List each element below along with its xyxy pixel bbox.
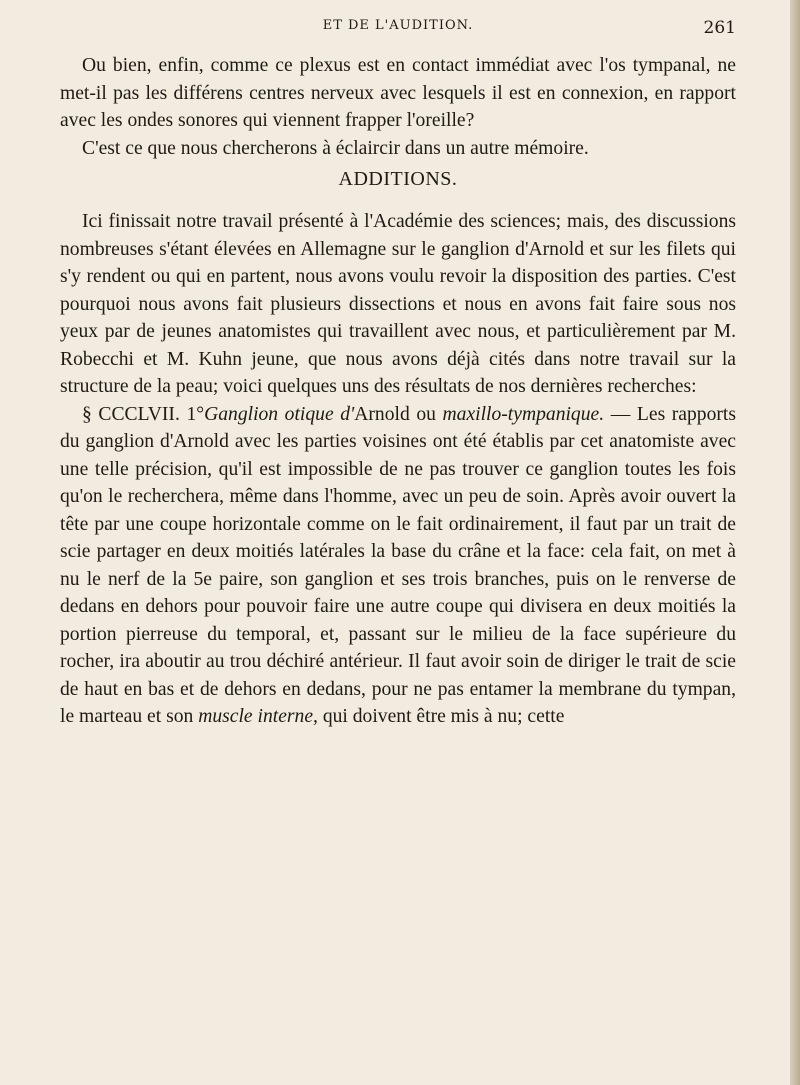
- body-text: [60, 52, 736, 731]
- ganglion-name: Arnold ou: [354, 403, 443, 425]
- paragraph-4-body: — Les rapports du ganglion d'Arnold avec les parties voisines ont été établis par cet anatomiste avec une telle précision, qu'il est impossible de ne pas trouver ce ganglion toutes les fois qu'on le recherchera, même dans l'homme, avec un peu de soin. Après avoir ouvert la tête par une coupe horizontale comme on le fait ordinairement, il faut par un trait de scie partager en deux moitiés latérales la base du crâne et la face: cela fait, on met à nu le nerf de la 5e paire, son ganglion et ses trois branches, puis on le renverse de dedans en dehors pour pouvoir faire une autre coupe qui divisera en deux moitiés la portion pierreuse du temporal, et, passant sur le milieu de la face supérieure du rocher, ira aboutir au trou déchiré antérieur. Il faut avoir soin de diriger le trait de scie de haut en bas et de dehors en dedans, pour ne pas entamer la membrane du tympan, le marteau et son: [60, 403, 736, 727]
- ganglion-alt-title: maxillo-tympanique.: [442, 403, 605, 425]
- muscle-term: muscle interne,: [198, 706, 318, 727]
- running-head: [60, 18, 736, 42]
- running-title: ET DE L'AUDITION.: [322, 18, 474, 33]
- paragraph-1: Ou bien, enfin, comme ce plexus est en contact immédiat avec l'os tympanal, ne met-il pas les différens centres nerveux avec lesquels il est en connexion, en rapport avec les ondes sonores qui viennent frapper l'oreille?: [60, 55, 736, 131]
- page-number: 261: [703, 18, 736, 38]
- paragraph-2: C'est ce que nous chercherons à éclaircir dans un autre mémoire.: [82, 137, 589, 159]
- section-number: § CCCLVII. 1°: [82, 403, 205, 425]
- paragraph-3: Ici finissait notre travail présenté à l'Académie des sciences; mais, des discussions nombreuses s'étant élevées en Allemagne sur le ganglion d'Arnold et sur les filets qui s'y rendent ou qui en partent, nous avons voulu revoir la disposition des parties. C'est pourquoi nous avons fait plusieurs dissections et nous en avons fait faire sous nos yeux par de jeunes anatomistes qui travaillent avec nous, et particulièrement par M. Robecchi et M. Kuhn jeune, que nous avons déjà cités dans notre travail sur la structure de la peau; voici quelques uns des résultats de nos dernières recherches:: [60, 211, 736, 397]
- paragraph-4-tail: qui doivent être mis à nu; cette: [317, 706, 565, 727]
- page-edge: [790, 0, 800, 1085]
- ganglion-title: Ganglion otique d': [204, 403, 355, 425]
- paragraph-4: [60, 401, 736, 731]
- section-heading: ADDITIONS.: [338, 168, 458, 190]
